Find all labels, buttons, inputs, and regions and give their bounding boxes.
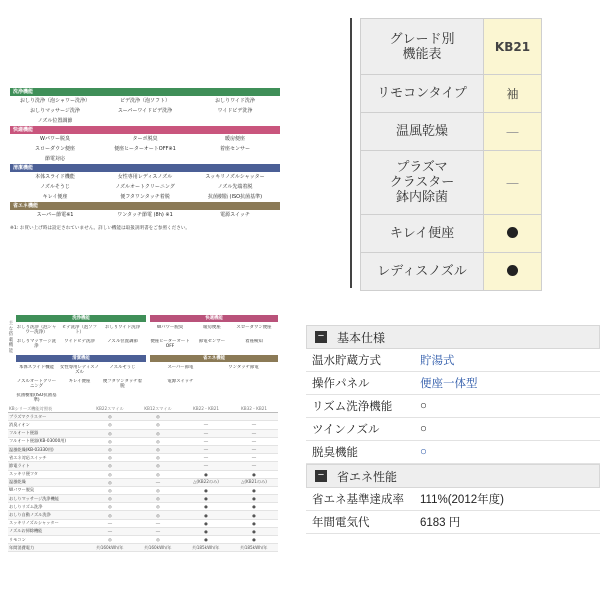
comparison-mark: ◎ [134, 437, 182, 445]
feature-cell: おしり洗浄（泡シャワー洗浄） [20, 98, 90, 104]
comparison-row [8, 429, 278, 437]
comparison-mark: ― [230, 445, 278, 453]
feature-cell [190, 154, 280, 164]
feature-cell: キレイ便座 [42, 194, 68, 200]
comparison-feature: 温風乾燥 [8, 478, 86, 486]
comparison-feature: Wパワー脱臭 [8, 486, 86, 494]
comparison-feature: おしりマッサージ洗浄機能 [8, 495, 86, 503]
spec-key: 温水貯蔵方式 [312, 355, 381, 367]
grid-cell: おしりマッサージ洗浄 [16, 339, 57, 350]
feature-cell: 電源スイッチ [220, 212, 250, 218]
comparison-mark: ◎ [86, 536, 134, 544]
grade-spacer [542, 253, 600, 291]
feature-grid [8, 315, 278, 404]
feature-cell: ビデ洗浄（泡ソフト） [119, 98, 170, 104]
comparison-row [8, 437, 278, 445]
spec-row [306, 372, 600, 395]
grade-spacer [542, 19, 600, 75]
comparison-header [8, 405, 278, 413]
grade-label: レディスノズル [361, 253, 484, 291]
grade-value [484, 215, 542, 253]
grade-label: プラズマ クラスター 鉢内除菌 [361, 151, 484, 215]
comparison-feature: 節電ライト [8, 462, 86, 470]
grid-cell: 着座検知 [245, 339, 263, 344]
feature-cell: 便フタワンタッチ着脱 [120, 194, 170, 200]
dash-mark: ― [506, 124, 519, 139]
comparison-row [8, 413, 278, 421]
comparison-mark: ― [182, 454, 230, 462]
spec-row [306, 418, 600, 441]
comparison-mark: ― [134, 527, 182, 535]
grid-cell: ノズルオートクリーニング [16, 379, 57, 390]
feature-row [10, 192, 280, 202]
comparison-mark: ● [182, 527, 230, 535]
comparison-row [8, 527, 278, 535]
spec-key: リズム洗浄機能 [312, 401, 393, 413]
band-header: 清潔機能 [16, 355, 146, 362]
feature-cell [100, 154, 190, 164]
comparison-row [8, 462, 278, 470]
feature-row [10, 172, 280, 182]
section-header: 洗浄機能 [10, 88, 280, 96]
comparison-mark: ◎ [86, 454, 134, 462]
comparison-mark [230, 413, 278, 421]
comparison-mark: ― [134, 519, 182, 527]
grid-cell: 節電センサー [198, 339, 226, 344]
comparison-feature: 温風乾燥(KB-03330用) [8, 445, 86, 453]
comparison-row [8, 454, 278, 462]
spec-row [306, 488, 600, 511]
comparison-mark: 約185kWh/年 [182, 544, 230, 552]
comparison-mark: ● [230, 470, 278, 478]
spec-list [306, 325, 600, 535]
comparison-row [8, 544, 278, 552]
comparison-mark: ● [230, 495, 278, 503]
comparison-row [8, 536, 278, 544]
comparison-mark: ● [182, 470, 230, 478]
comparison-feature: おしりリズム洗浄 [8, 503, 86, 511]
dash-mark: ― [506, 175, 519, 190]
spec-value: 111%(2012年度) [420, 494, 504, 506]
feature-cell: おしりマッサージ洗浄 [30, 108, 80, 114]
feature-row [10, 182, 280, 192]
comparison-mark: ― [182, 445, 230, 453]
feature-cell: 本体スライド機能 [35, 174, 75, 180]
dot-icon [507, 265, 518, 276]
spec-key: 省エネ基準達成率 [312, 494, 404, 506]
grade-row [361, 215, 600, 253]
feature-cell: ノズルそうじ [40, 184, 70, 190]
grid-cell: 便座ヒーターオートOFF [150, 339, 190, 350]
collapse-icon: − [315, 331, 327, 343]
comparison-mark: ● [230, 511, 278, 519]
grade-row [361, 75, 600, 113]
grade-value [484, 75, 542, 113]
header-cell: KB22・KB21 [182, 405, 230, 413]
comparison-mark: ● [182, 519, 230, 527]
comparison-mark: ― [182, 462, 230, 470]
spec-key: 脱臭機能 [312, 447, 358, 459]
feature-cell: 着座センサー [219, 146, 250, 152]
comparison-mark: ● [182, 495, 230, 503]
comparison-mark: △(KB21のみ) [230, 478, 278, 486]
spec-key: ツインノズル [312, 424, 380, 436]
header-cell: KBシリーズ機能対照表 [8, 405, 86, 413]
comparison-mark: ◎ [134, 495, 182, 503]
comparison-feature: スッキリノズルシャッター [8, 519, 86, 527]
grid-cell: 抗菌樹脂(ISO抗菌基準) [16, 393, 57, 404]
feature-row [10, 154, 280, 164]
comparison-mark: ◎ [134, 421, 182, 429]
comparison-mark: ● [230, 503, 278, 511]
comparison-row [8, 421, 278, 429]
grade-table [360, 18, 600, 291]
grade-row [361, 253, 600, 291]
spec-value: 6183 円 [420, 517, 461, 529]
feature-cell: スーパー節電※1 [36, 212, 74, 218]
grade-row [361, 19, 600, 75]
grid-cell: ノズルそうじ [109, 365, 136, 370]
feature-cell: Wパワー脱臭 [40, 136, 70, 142]
feature-cell: 暖房便座 [224, 136, 245, 142]
comparison-row [8, 486, 278, 494]
grid-cell: ワンタッチ節電 [228, 365, 259, 370]
comparison-mark: ◎ [86, 503, 134, 511]
feature-row [10, 96, 280, 106]
grade-value [484, 253, 542, 291]
band-header: 洗浄機能 [16, 315, 146, 322]
feature-row [10, 116, 280, 126]
header-cell: KB12スマイル [134, 405, 182, 413]
comparison-row [8, 478, 278, 486]
grid-cell: 便フタワンタッチ着脱 [102, 379, 143, 390]
comparison-mark: ◎ [86, 429, 134, 437]
comparison-mark: ◎ [86, 470, 134, 478]
comparison-chart [8, 315, 278, 560]
comparison-mark: ― [230, 454, 278, 462]
spec-value[interactable]: ○ [420, 446, 427, 458]
comparison-mark: ― [182, 437, 230, 445]
footnote: ※1: お買い上げ時は設定されていません。詳しい機能は取扱説明書をご参照ください。 [10, 226, 191, 231]
comparison-feature: フルオート便器(KB-03000用) [8, 437, 86, 445]
comparison-row [8, 470, 278, 478]
section-header: 快適機能 [10, 126, 280, 134]
feature-cell [190, 116, 280, 126]
grade-row [361, 151, 600, 215]
feature-cell: ノズル位置調節 [37, 118, 73, 124]
feature-cell: スーパーワイドビデ洗浄 [117, 108, 173, 114]
comparison-mark: 約160kWh/年 [134, 544, 182, 552]
feature-cell: 女性専用レディスノズル [117, 174, 173, 180]
comparison-mark: ◎ [134, 413, 182, 421]
comparison-mark: ◎ [86, 478, 134, 486]
comparison-row [8, 503, 278, 511]
comparison-mark: △(KB22のみ) [182, 478, 230, 486]
comparison-mark: ● [230, 527, 278, 535]
comparison-mark: ● [230, 519, 278, 527]
grid-cell: 本体スライド機能 [19, 365, 54, 370]
grade-row [361, 113, 600, 151]
comparison-mark: ◎ [134, 429, 182, 437]
grid-cell: ビデ洗浄（泡ソフト） [61, 325, 98, 336]
comparison-mark: ● [230, 486, 278, 494]
comparison-row [8, 445, 278, 453]
spec-key: 年間電気代 [312, 517, 370, 529]
feature-band-table [10, 88, 280, 238]
grade-value [484, 19, 542, 75]
comparison-mark: ― [230, 429, 278, 437]
spec-value[interactable]: 便座一体型 [420, 378, 478, 390]
comparison-mark: ● [182, 536, 230, 544]
spec-row [306, 441, 600, 464]
comparison-mark: ● [182, 503, 230, 511]
spec-row [306, 349, 600, 372]
band-header: 省エネ機能 [150, 355, 278, 362]
feature-cell: ノズル先端着脱 [217, 184, 253, 190]
grid-cell: スーパー節電 [167, 365, 194, 370]
spec-key: 操作パネル [312, 378, 370, 390]
comparison-mark: ◎ [86, 445, 134, 453]
grade-label: リモコンタイプ [361, 75, 484, 113]
comparison-mark: ― [86, 519, 134, 527]
spec-value: ○ [420, 423, 427, 435]
comparison-feature: プラズマクラスター [8, 413, 86, 421]
comparison-mark: ◎ [134, 470, 182, 478]
grid-cell: おしりワイド洗浄 [105, 325, 140, 330]
section-header [306, 464, 600, 488]
grade-value [484, 113, 542, 151]
comparison-mark: ◎ [86, 421, 134, 429]
header-cell: KB32・KB21 [230, 405, 278, 413]
comparison-mark: 約185kWh/年 [230, 544, 278, 552]
feature-cell: 抗菌樹脂 (ISO抗菌基準) [207, 194, 263, 200]
comparison-mark: ◎ [134, 445, 182, 453]
comparison-mark: ― [182, 421, 230, 429]
grid-cell: キレイ便座 [68, 379, 91, 384]
grade-label: 温風乾燥 [361, 113, 484, 151]
feature-row [10, 210, 280, 220]
feature-cell: 節電対応 [44, 156, 65, 162]
comparison-feature: 消臭イオン [8, 421, 86, 429]
grid-cell: 電源スイッチ [167, 379, 194, 384]
comparison-mark: ◎ [134, 462, 182, 470]
comparison-mark: ◎ [86, 511, 134, 519]
band-header: 快適機能 [150, 315, 278, 322]
comparison-mark [182, 413, 230, 421]
comparison-feature: 年間消費電力 [8, 544, 86, 552]
grade-value-text: KB21 [494, 39, 531, 54]
comparison-feature: ノズルお掃除機能 [8, 527, 86, 535]
grid-cell: Wパワー脱臭 [156, 325, 184, 330]
comparison-feature: スッキリ便フタ [8, 470, 86, 478]
comparison-feature: リモコン [8, 536, 86, 544]
grid-cell: 女性専用レディスノズル [59, 365, 100, 376]
comparison-mark: ― [182, 429, 230, 437]
comparison-mark: ◎ [134, 503, 182, 511]
feature-cell: ターボ脱臭 [132, 136, 158, 142]
spec-row [306, 395, 600, 418]
grade-label: グレード別 機能表 [361, 19, 484, 75]
comparison-feature: おしり自動ノズル洗浄 [8, 511, 86, 519]
comparison-mark: ◎ [134, 454, 182, 462]
feature-cell: ノズルオートクリーニング [115, 184, 175, 190]
comparison-mark: ● [182, 511, 230, 519]
grade-value [484, 151, 542, 215]
comparison-mark: ◎ [134, 536, 182, 544]
comparison-mark: ● [230, 536, 278, 544]
grade-value-text: 袖 [506, 87, 519, 101]
section-title: 基本仕様 [337, 330, 386, 345]
grid-cell: ノズル位置調節 [107, 339, 138, 344]
comparison-mark: 約160kWh/年 [86, 544, 134, 552]
feature-cell: スローダウン便座 [34, 146, 75, 152]
dot-icon [507, 227, 518, 238]
section-header: 清潔機能 [10, 164, 280, 172]
comparison-row [8, 511, 278, 519]
spec-value: ○ [420, 400, 427, 412]
feature-cell: スッキリノズルシャッター [205, 174, 265, 180]
feature-cell: 便座ヒーターオートOFF※1 [114, 146, 176, 152]
comparison-mark: ― [230, 437, 278, 445]
comparison-mark: ― [230, 421, 278, 429]
comparison-mark: ◎ [134, 511, 182, 519]
comparison-feature: フルオート便器 [8, 429, 86, 437]
feature-cell [100, 116, 190, 126]
comparison-mark: ◎ [134, 486, 182, 494]
comparison-row [8, 519, 278, 527]
header-cell: KB22スマイル [86, 405, 134, 413]
comparison-mark: ― [86, 527, 134, 535]
section-header [306, 325, 600, 349]
comparison-mark: ◎ [86, 486, 134, 494]
comparison-mark: ◎ [86, 437, 134, 445]
feature-cell: おしりワイド洗浄 [215, 98, 255, 104]
comparison-mark: ― [134, 478, 182, 486]
comparison-mark: ◎ [86, 495, 134, 503]
comparison-feature: 省エネ対応スイッチ [8, 454, 86, 462]
grid-cell: ワイドビデ洗浄 [64, 339, 95, 344]
feature-cell: ワンタッチ節電 (8h) ※1 [117, 212, 173, 218]
comparison-mark: ― [230, 462, 278, 470]
comparison-mark: ● [182, 486, 230, 494]
grid-cell: スローダウン便座 [236, 325, 272, 330]
collapse-icon: − [315, 470, 327, 482]
grade-label: キレイ便座 [361, 215, 484, 253]
comparison-mark: ◎ [86, 462, 134, 470]
grade-spacer [542, 151, 600, 215]
comparison-row [8, 495, 278, 503]
grade-spacer [542, 215, 600, 253]
feature-row [10, 134, 280, 144]
side-label: 主 な 搭 載 機 能 [8, 321, 14, 354]
grid-cell: 暖房便座 [203, 325, 221, 330]
grade-spacer [542, 75, 600, 113]
feature-cell: ワイドビデ洗浄 [217, 108, 253, 114]
section-header: 省エネ機能 [10, 202, 280, 210]
spec-row [306, 511, 600, 534]
section-title: 省エネ性能 [337, 469, 398, 484]
feature-row [10, 106, 280, 116]
grade-feature-table [350, 18, 600, 288]
grade-spacer [542, 113, 600, 151]
grid-cell: おしり洗浄（泡シャワー洗浄） [16, 325, 57, 336]
feature-row [10, 144, 280, 154]
comparison-table [8, 405, 278, 552]
spec-value[interactable]: 貯湯式 [420, 355, 455, 367]
comparison-mark: ◎ [86, 413, 134, 421]
